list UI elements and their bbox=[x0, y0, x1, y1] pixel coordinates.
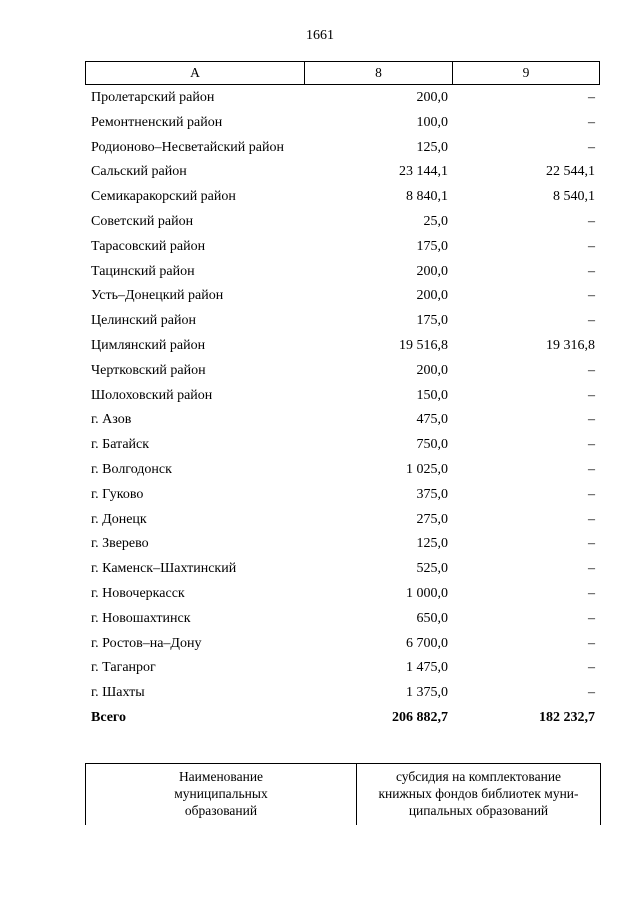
municipality-name: Советский район bbox=[91, 213, 194, 229]
municipality-name: г. Зверево bbox=[91, 536, 149, 552]
column-9-value: 182 232,7 bbox=[539, 709, 595, 725]
column-9-value: – bbox=[588, 486, 595, 502]
table-row bbox=[0, 583, 640, 608]
column-header-8: 8 bbox=[305, 62, 453, 85]
municipality-name: Семикаракорский район bbox=[91, 189, 236, 205]
column-9-value: – bbox=[588, 139, 595, 155]
column-9-value: – bbox=[588, 635, 595, 651]
column-8-value: 19 516,8 bbox=[399, 337, 448, 353]
column-8-value: 200,0 bbox=[416, 288, 448, 304]
municipality-name: Целинский район bbox=[91, 313, 196, 329]
column-9-value: – bbox=[588, 660, 595, 676]
table-row bbox=[0, 335, 640, 360]
municipality-name: Тарасовский район bbox=[91, 238, 206, 254]
municipality-name: Ремонтненский район bbox=[91, 114, 223, 130]
table-row bbox=[0, 409, 640, 434]
municipality-name: Сальский район bbox=[91, 164, 187, 180]
column-header-table bbox=[85, 61, 600, 85]
table-row bbox=[0, 558, 640, 583]
column-9-value: – bbox=[588, 387, 595, 403]
municipality-name: г. Шахты bbox=[91, 685, 145, 701]
table-row bbox=[0, 211, 640, 236]
table-row bbox=[0, 608, 640, 633]
column-8-value: 25,0 bbox=[423, 213, 448, 229]
column-8-value: 150,0 bbox=[416, 387, 448, 403]
column-8-value: 8 840,1 bbox=[406, 189, 448, 205]
table-row bbox=[0, 161, 640, 186]
column-9-value: – bbox=[588, 461, 595, 477]
column-9-value: – bbox=[588, 288, 595, 304]
page-number: 1661 bbox=[306, 28, 334, 43]
data-rows bbox=[0, 87, 640, 732]
column-8-value: 650,0 bbox=[416, 610, 448, 626]
column-9-value: – bbox=[588, 114, 595, 130]
table-row bbox=[0, 261, 640, 286]
column-8-value: 125,0 bbox=[416, 536, 448, 552]
municipality-name: г. Каменск–Шахтинский bbox=[91, 561, 237, 577]
header-line: образований bbox=[184, 803, 258, 818]
column-9-value: – bbox=[588, 263, 595, 279]
municipality-name: г. Донецк bbox=[91, 511, 147, 527]
table-row bbox=[0, 87, 640, 112]
municipality-name: Шолоховский район bbox=[91, 387, 213, 403]
table-row bbox=[0, 434, 640, 459]
municipality-name: г. Таганрог bbox=[91, 660, 156, 676]
table-row bbox=[0, 137, 640, 162]
column-9-value: – bbox=[588, 90, 595, 105]
column-9-value: – bbox=[588, 536, 595, 552]
column-9-value: – bbox=[588, 213, 595, 229]
column-8-value: 200,0 bbox=[416, 90, 448, 105]
library-subsidy-header bbox=[357, 764, 601, 826]
table-row bbox=[0, 657, 640, 682]
column-header-9: 9 bbox=[453, 62, 600, 85]
column-8-value: 125,0 bbox=[416, 139, 448, 155]
column-9-value: – bbox=[588, 437, 595, 453]
column-9-value: 22 544,1 bbox=[546, 164, 595, 180]
column-8-value: 175,0 bbox=[416, 313, 448, 329]
table-row bbox=[0, 285, 640, 310]
table-row bbox=[0, 509, 640, 534]
column-8-value: 1 375,0 bbox=[406, 685, 448, 701]
column-header-a: А bbox=[86, 62, 305, 85]
municipality-name: Тацинский район bbox=[91, 263, 195, 279]
header-line: субсидия на комплектование bbox=[395, 769, 562, 784]
table-row bbox=[0, 236, 640, 261]
municipality-name: г. Батайск bbox=[91, 437, 150, 453]
column-8-value: 175,0 bbox=[416, 238, 448, 254]
column-9-value: – bbox=[588, 511, 595, 527]
municipality-name: г. Новочеркасск bbox=[91, 585, 185, 601]
table-row bbox=[0, 533, 640, 558]
column-8-value: 525,0 bbox=[416, 561, 448, 577]
column-9-value: – bbox=[588, 412, 595, 428]
column-8-value: 23 144,1 bbox=[399, 164, 448, 180]
column-9-value: – bbox=[588, 561, 595, 577]
table-row bbox=[0, 633, 640, 658]
table-row bbox=[0, 459, 640, 484]
column-9-value: 8 540,1 bbox=[553, 189, 595, 205]
municipality-name: Всего bbox=[91, 709, 126, 725]
column-8-value: 275,0 bbox=[416, 511, 448, 527]
column-8-value: 100,0 bbox=[416, 114, 448, 130]
column-8-value: 206 882,7 bbox=[392, 709, 448, 725]
table-row bbox=[0, 112, 640, 137]
table-row bbox=[0, 310, 640, 335]
column-8-value: 1 000,0 bbox=[406, 585, 448, 601]
municipality-name: Родионово–Несветайский район bbox=[91, 139, 284, 155]
column-9-value: – bbox=[588, 610, 595, 626]
column-8-value: 1 025,0 bbox=[406, 461, 448, 477]
table-row bbox=[0, 360, 640, 385]
municipality-name: Чертковский район bbox=[91, 362, 206, 378]
column-8-value: 1 475,0 bbox=[406, 660, 448, 676]
header-line: муниципальных bbox=[174, 786, 268, 801]
municipality-name: г. Волгодонск bbox=[91, 461, 172, 477]
column-9-value: – bbox=[588, 313, 595, 329]
column-8-value: 750,0 bbox=[416, 437, 448, 453]
column-8-value: 200,0 bbox=[416, 362, 448, 378]
municipalities-name-header bbox=[86, 764, 357, 826]
header-line: Наименование bbox=[178, 769, 264, 784]
column-8-value: 375,0 bbox=[416, 486, 448, 502]
column-9-value: – bbox=[588, 585, 595, 601]
municipality-name: г. Ростов–на–Дону bbox=[91, 635, 202, 651]
column-9-value: 19 316,8 bbox=[546, 337, 595, 353]
table-row bbox=[0, 682, 640, 707]
total-row bbox=[0, 707, 640, 732]
continuation-header-table bbox=[85, 763, 601, 825]
header-line: книжных фондов библиотек муни- bbox=[378, 786, 579, 801]
municipality-name: г. Новошахтинск bbox=[91, 610, 191, 626]
column-9-value: – bbox=[588, 362, 595, 378]
table-row bbox=[0, 186, 640, 211]
column-9-value: – bbox=[588, 238, 595, 254]
table-row bbox=[0, 385, 640, 410]
municipality-name: Пролетарский район bbox=[91, 90, 215, 105]
municipality-name: Цимлянский район bbox=[91, 337, 206, 353]
column-8-value: 475,0 bbox=[416, 412, 448, 428]
column-9-value: – bbox=[588, 685, 595, 701]
column-8-value: 200,0 bbox=[416, 263, 448, 279]
header-line: ципальных образований bbox=[408, 803, 549, 818]
municipality-name: г. Гуково bbox=[91, 486, 144, 502]
table-row bbox=[0, 484, 640, 509]
column-8-value: 6 700,0 bbox=[406, 635, 448, 651]
municipality-name: Усть–Донецкий район bbox=[91, 288, 224, 304]
municipality-name: г. Азов bbox=[91, 412, 132, 428]
